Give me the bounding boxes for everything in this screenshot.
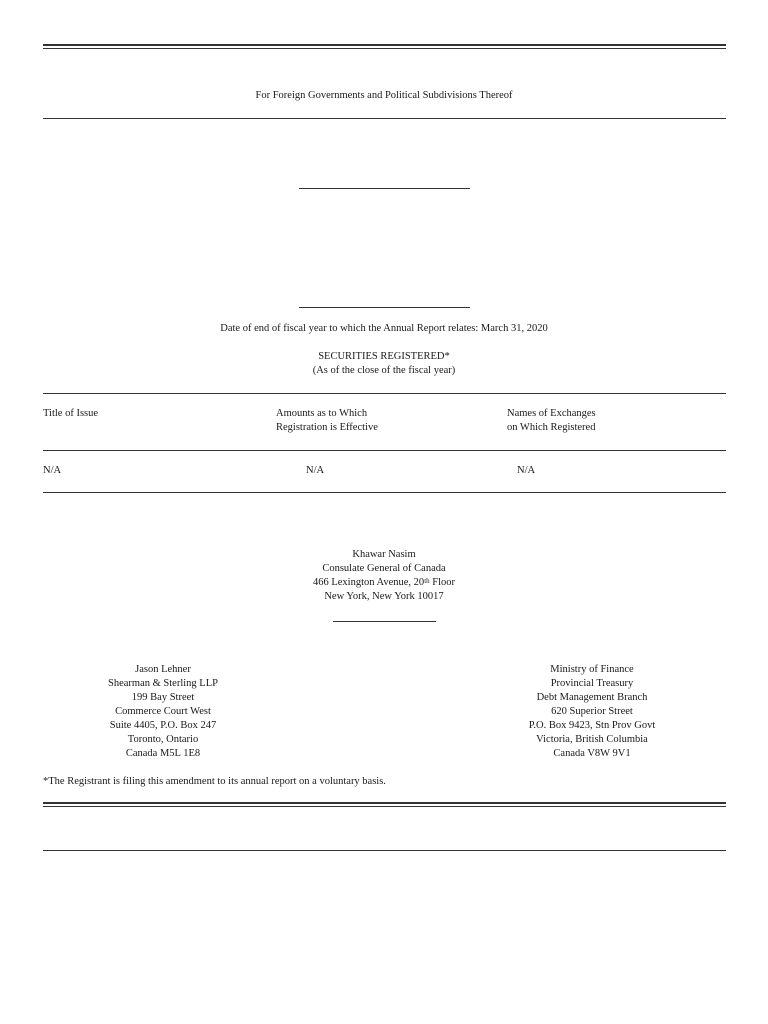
copies-left-line: Commerce Court West [115,706,211,717]
agent-name: Khawar Nasim [352,549,416,560]
short-rule-3 [333,621,436,622]
copies-right-line: P.O. Box 9423, Stn Prov Govt [528,720,656,731]
top-double-rule-2 [43,48,726,49]
copies-right-line: Ministry of Finance [550,664,634,675]
copies-right-line: Debt Management Branch [536,692,648,703]
column-header-line: Amounts as to Which [276,408,368,419]
table-bottom-rule [43,492,726,493]
copies-left-block [63,663,263,761]
copies-left-line: 199 Bay Street [131,692,195,703]
agent-street-floor: Floor [429,577,456,588]
header-bottom-rule [43,118,726,119]
authorized-agent-block [0,548,768,604]
copies-left-line: Canada M5L 1E8 [125,748,201,759]
fiscal-year-statement: Date of end of fiscal year to which the Annual Report relates: March 31, 2020 [220,323,548,334]
copies-right-line: 620 Superior Street [551,706,633,717]
copies-left-line: Shearman & Sterling LLP [108,678,218,689]
table-cell-amount: N/A [306,465,325,476]
footnote: *The Registrant is filing this amendment to its annual report on a voluntary basis. [43,776,386,787]
short-rule-2 [299,307,470,308]
table-cell-title: N/A [43,465,62,476]
column-header-line: on Which Registered [507,422,596,433]
agent-org: Consulate General of Canada [322,563,446,574]
table-cell-exchange: N/A [517,465,536,476]
table-header-rule [43,450,726,451]
column-header-line: Registration is Effective [276,422,378,433]
copies-left-line: Jason Lehner [135,664,191,675]
agent-street [0,576,768,590]
table-top-rule [43,393,726,394]
column-header-exchanges [507,407,596,435]
column-header-title-of-issue [43,407,98,421]
copies-left-line: Toronto, Ontario [127,734,199,745]
agent-street-ordinal: th [424,577,430,585]
securities-heading-subtitle: (As of the close of the fiscal year) [312,365,456,376]
agent-city: New York, New York 10017 [324,591,444,602]
securities-heading [0,350,768,378]
agent-street-number: 466 Lexington Avenue, 20 [312,577,425,588]
copies-left-line: Suite 4405, P.O. Box 247 [109,720,217,731]
column-header-line: Names of Exchanges [507,408,596,419]
short-rule-1 [299,188,470,189]
top-double-rule-1 [43,44,726,46]
column-header-line: Title of Issue [43,408,99,419]
bottom-double-rule-1 [43,802,726,804]
copies-right-line: Victoria, British Columbia [536,734,648,745]
securities-heading-title: SECURITIES REGISTERED* [318,351,450,362]
bottom-double-rule-2 [43,806,726,807]
column-header-amounts [276,407,378,435]
bottom-rule [43,850,726,851]
form-subtitle: For Foreign Governments and Political Subdivisions Thereof [255,90,513,101]
copies-right-line: Provincial Treasury [550,678,634,689]
copies-right-block [492,663,692,761]
copies-right-line: Canada V8W 9V1 [553,748,631,759]
